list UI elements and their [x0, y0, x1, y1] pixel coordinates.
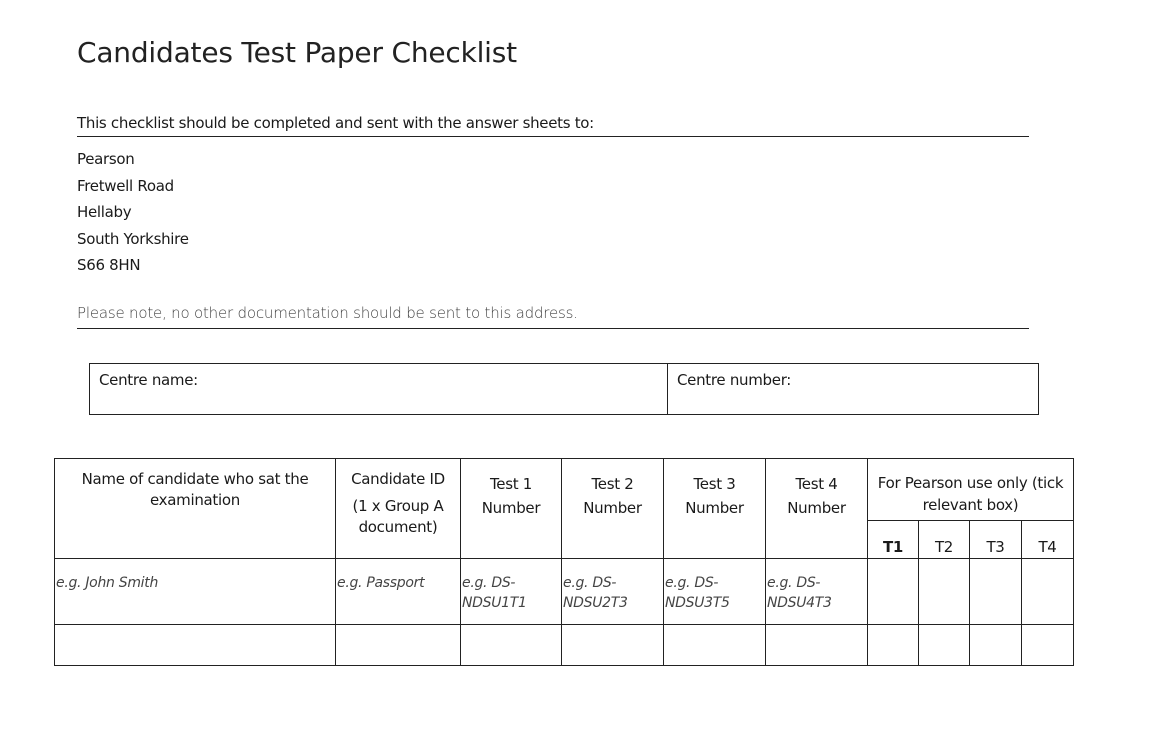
centre-name-field[interactable] [90, 364, 668, 414]
header-candidate-id-title: Candidate ID [351, 470, 445, 488]
address-line: South Yorkshire [77, 229, 189, 248]
header-test3-number: Number [685, 499, 744, 517]
header-pearson-use: For Pearson use only (tick relevant box) [868, 459, 1074, 521]
header-t2 [919, 521, 970, 559]
address-block [77, 146, 189, 279]
intro-text: This checklist should be completed and sent with the answer sheets to: [77, 114, 1029, 137]
header-candidate-id [336, 459, 461, 559]
header-candidate-name: Name of candidate who sat the examination [55, 459, 336, 559]
header-test1 [461, 459, 562, 559]
header-test3-label: Test 3 [693, 475, 736, 493]
header-test4 [766, 459, 868, 559]
example-t4-box[interactable] [1022, 559, 1074, 625]
t4-tick-box[interactable] [1022, 625, 1074, 666]
centre-name-label: Centre name: [99, 371, 198, 389]
header-row [55, 459, 1074, 521]
example-test1: e.g. DS-NDSU1T1 [461, 559, 562, 625]
header-test1-label: Test 1 [489, 475, 533, 493]
table-row [55, 625, 1074, 666]
header-test2 [562, 459, 664, 559]
t1-tick-box[interactable] [868, 625, 919, 666]
page-title: Candidates Test Paper Checklist [77, 36, 517, 69]
header-t1-label: T1 [882, 538, 904, 556]
header-t2-label: T2 [934, 538, 954, 556]
example-t2-box[interactable] [919, 559, 970, 625]
header-test2-number: Number [583, 499, 642, 517]
example-t3-box[interactable] [970, 559, 1022, 625]
address-line: Fretwell Road [77, 176, 174, 195]
header-t3 [970, 521, 1022, 559]
example-t1-box[interactable] [868, 559, 919, 625]
centre-number-label: Centre number: [677, 371, 792, 389]
test4-number-cell[interactable] [766, 625, 868, 666]
centre-details-box [89, 363, 1039, 415]
header-test4-label: Test 4 [795, 475, 838, 493]
address-line: Hellaby [77, 203, 132, 221]
header-candidate-id-note: (1 x Group A document) [352, 497, 444, 536]
documentation-note: Please note, no other documentation should be sent to this address. [77, 304, 1029, 329]
header-test1-number: Number [481, 499, 541, 517]
candidate-checklist-table [54, 458, 1074, 666]
t2-tick-box[interactable] [919, 625, 970, 666]
address-line: S66 8HN [77, 256, 141, 274]
example-name: e.g. John Smith [55, 559, 336, 625]
example-id: e.g. Passport [336, 559, 461, 625]
test2-number-cell[interactable] [562, 625, 664, 666]
t3-tick-box[interactable] [970, 625, 1022, 666]
header-test4-number: Number [787, 499, 846, 517]
header-test2-label: Test 2 [591, 475, 634, 493]
header-test3 [664, 459, 766, 559]
centre-number-field[interactable] [668, 364, 1038, 414]
example-test3: e.g. DS-NDSU3T5 [664, 559, 766, 625]
candidate-id-cell[interactable] [336, 625, 461, 666]
address-line: Pearson [77, 150, 135, 168]
header-t4-label: T4 [1038, 538, 1057, 556]
test1-number-cell[interactable] [461, 625, 562, 666]
test3-number-cell[interactable] [664, 625, 766, 666]
header-t4 [1022, 521, 1074, 559]
example-test2: e.g. DS-NDSU2T3 [562, 559, 664, 625]
example-test4: e.g. DS-NDSU4T3 [766, 559, 868, 625]
header-t1 [868, 521, 919, 559]
header-t3-label: T3 [986, 538, 1005, 556]
example-row [55, 559, 1074, 625]
page-crop-edge [0, 676, 1156, 737]
candidate-name-cell[interactable] [55, 625, 336, 666]
